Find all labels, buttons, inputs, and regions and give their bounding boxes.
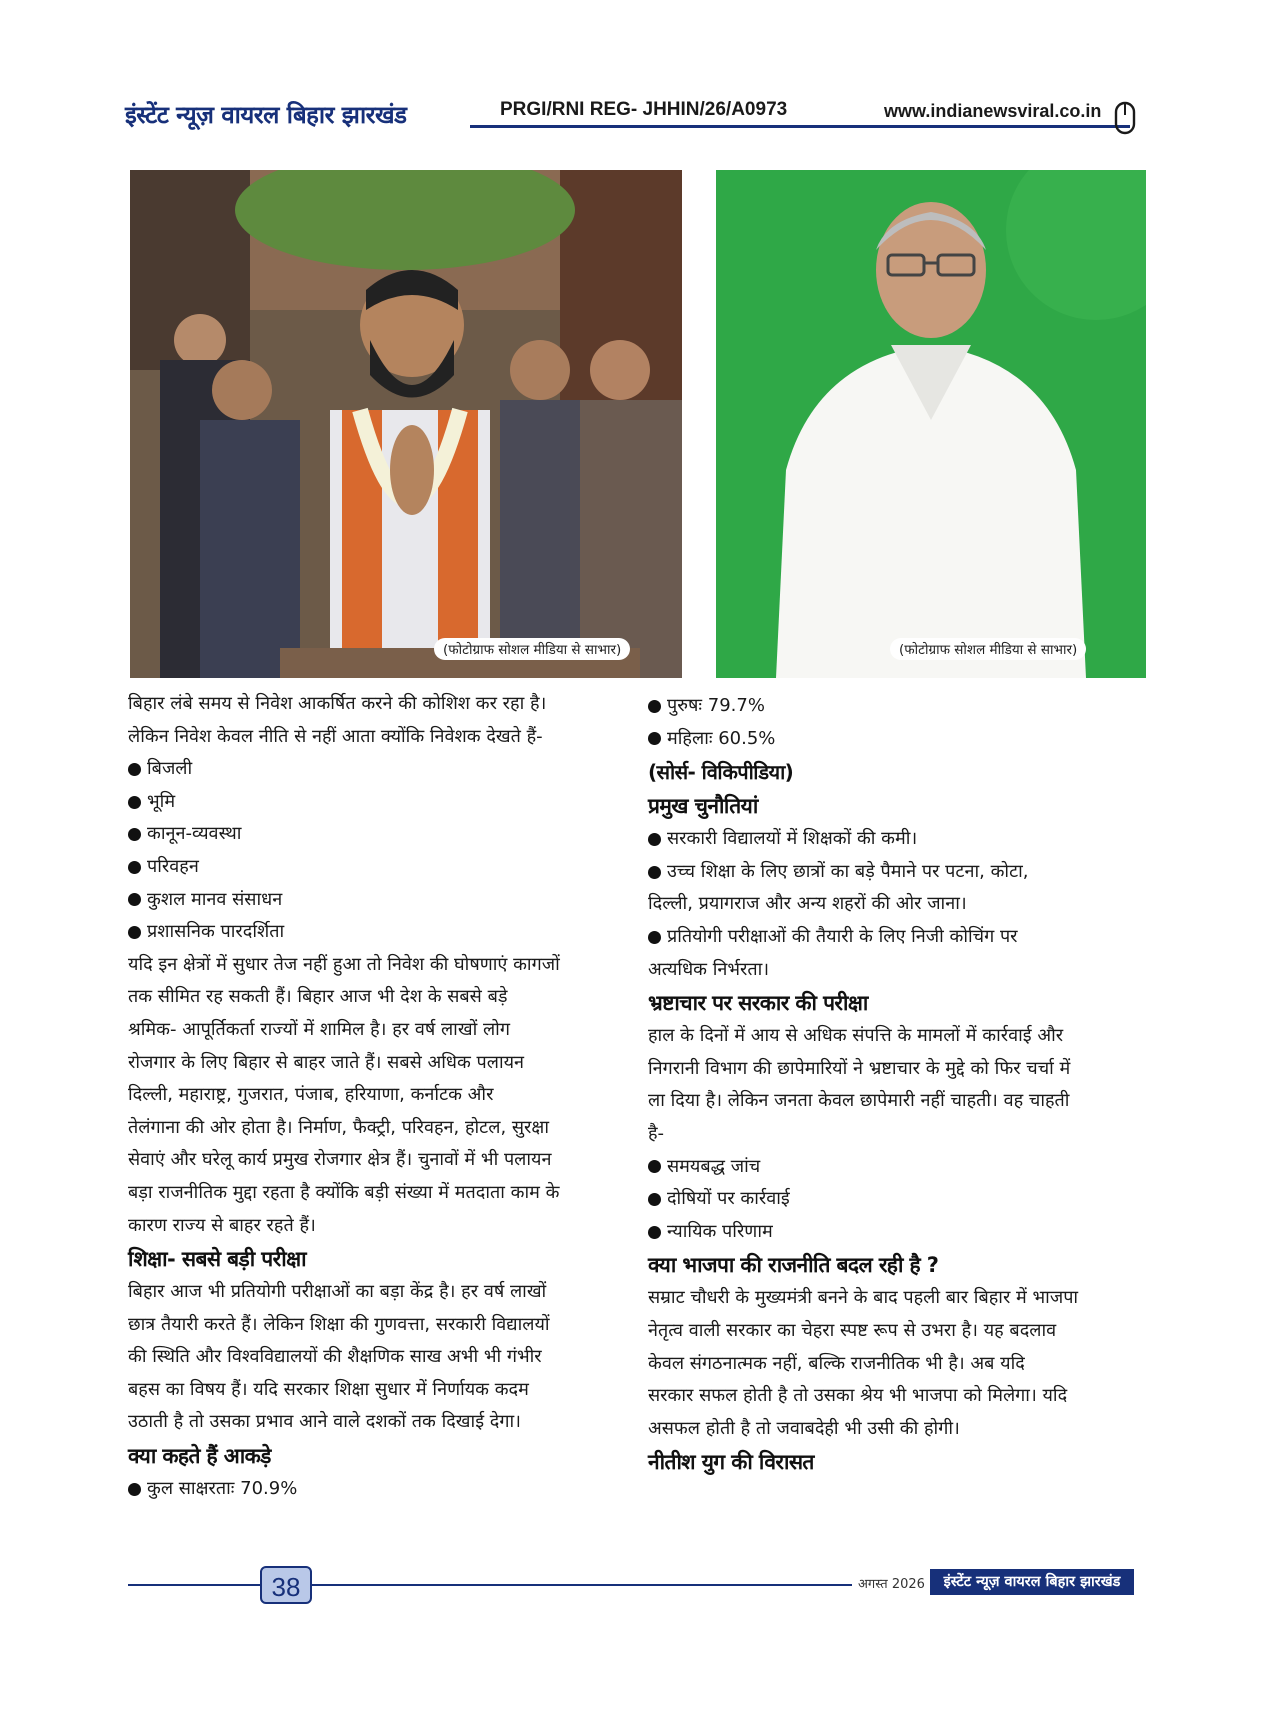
section-heading: प्रमुख चुनौतियां: [648, 794, 758, 819]
body-line: की स्थिति और विश्वविद्यालयों की शैक्षणिक साख अभी भी गंभीर: [128, 1346, 542, 1368]
page-number: 38: [260, 1566, 312, 1604]
registration-number: PRGI/RNI REG- JHHIN/26/A0973: [500, 99, 788, 120]
body-line: सेवाएं और घरेलू कार्य प्रमुख रोजगार क्षेत्र हैं। चुनावों में भी पलायन: [128, 1149, 552, 1171]
section-heading: क्या कहते हैं आकड़े: [128, 1444, 271, 1469]
bullet-icon: [648, 1160, 661, 1173]
footer-masthead: इंस्टेंट न्यूज़ वायरल बिहार झारखंड: [930, 1569, 1134, 1595]
bullet-icon: [648, 1226, 661, 1239]
footer-rule: [128, 1584, 260, 1586]
list-item: बिजली: [128, 753, 612, 786]
body-line: दिल्ली, प्रयागराज और अन्य शहरों की ओर जाना।: [648, 893, 967, 915]
photo-leader-greeting: [130, 170, 682, 678]
list-item: उच्च शिक्षा के लिए छात्रों का बड़े पैमाने पर पटना, कोटा,: [648, 856, 1140, 889]
body-line: श्रमिक- आपूर्तिकर्ता राज्यों में शामिल है। हर वर्ष लाखों लोग: [128, 1018, 510, 1040]
body-line: असफल होती है तो जवाबदेही भी उसी की होगी।: [648, 1417, 960, 1439]
body-line: कारण राज्य से बाहर रहते हैं।: [128, 1214, 316, 1236]
section-heading: नीतीश युग की विरासत: [648, 1450, 814, 1475]
left-column: [128, 688, 612, 1506]
right-column: [648, 690, 1140, 1479]
body-line: केवल संगठनात्मक नहीं, बल्कि राजनीतिक भी है। अब यदि: [648, 1352, 1025, 1374]
body-line: उठाती है तो उसका प्रभाव आने वाले दशकों तक दिखाई देगा।: [128, 1411, 521, 1433]
body-line: बड़ा राजनीतिक मुद्दा रहता है क्योंकि बड़ी संख्या में मतदाता काम के: [128, 1181, 560, 1203]
list-item: समयबद्ध जांच: [648, 1151, 1140, 1184]
list-item: प्रशासनिक पारदर्शिता: [128, 916, 612, 949]
body-line: तेलंगाना की ओर होता है। निर्माण, फैक्ट्री, परिवहन, होटल, सुरक्षा: [128, 1116, 549, 1138]
list-item: भूमि: [128, 786, 612, 819]
body-line: यदि इन क्षेत्रों में सुधार तेज नहीं हुआ तो निवेश की घोषणाएं कागजों: [128, 953, 560, 975]
body-line: छात्र तैयारी करते हैं। लेकिन शिक्षा की गुणवत्ता, सरकारी विद्यालयों: [128, 1313, 550, 1335]
body-line: सरकार सफल होती है तो उसका श्रेय भी भाजपा को मिलेगा। यदि: [648, 1385, 1068, 1407]
bullet-icon: [648, 833, 661, 846]
footer-rule: [312, 1584, 852, 1586]
bullet-icon: [648, 931, 661, 944]
body-line: अत्यधिक निर्भरता।: [648, 958, 770, 980]
body-line: रोजगार के लिए बिहार से बाहर जाते हैं। सबसे अधिक पलायन: [128, 1051, 525, 1073]
list-item: महिलाः 60.5%: [648, 723, 1140, 756]
body-line: नेतृत्व वाली सरकार का चेहरा स्पष्ट रूप से उभरा है। यह बदलाव: [648, 1319, 1057, 1341]
list-item: न्यायिक परिणाम: [648, 1216, 1140, 1249]
source-note: (सोर्स- विकिपीडिया): [648, 760, 794, 785]
bullet-icon: [128, 861, 141, 874]
bullet-icon: [128, 763, 141, 776]
bullet-icon: [128, 893, 141, 906]
list-item: सरकारी विद्यालयों में शिक्षकों की कमी।: [648, 823, 1140, 856]
body-line: बहस का विषय हैं। यदि सरकार शिक्षा सुधार में निर्णायक कदम: [128, 1378, 529, 1400]
bullet-icon: [648, 866, 661, 879]
body-line: है-: [648, 1122, 665, 1144]
list-item: परिवहन: [128, 851, 612, 884]
issue-month: अगस्त 2026: [858, 1577, 925, 1592]
bullet-icon: [648, 1193, 661, 1206]
intro-line: लेकिन निवेश केवल नीति से नहीं आता क्योंकि निवेशक देखते हैं-: [128, 725, 543, 747]
bullet-icon: [128, 796, 141, 809]
list-item: पुरुषः 79.7%: [648, 690, 1140, 723]
body-line: बिहार आज भी प्रतियोगी परीक्षाओं का बड़ा केंद्र है। हर वर्ष लाखों: [128, 1281, 547, 1303]
list-item: कानून-व्यवस्था: [128, 818, 612, 851]
list-item: कुल साक्षरताः 70.9%: [128, 1473, 612, 1506]
bullet-icon: [648, 700, 661, 713]
website-link[interactable]: www.indianewsviral.co.in: [884, 101, 1102, 121]
bullet-icon: [128, 828, 141, 841]
masthead-title: इंस्टेंट न्यूज़ वायरल बिहार झारखंड: [125, 101, 407, 129]
body-line: ला दिया है। लेकिन जनता केवल छापेमारी नहीं चाहती। वह चाहती: [648, 1090, 1070, 1112]
intro-line: बिहार लंबे समय से निवेश आकर्षित करने की कोशिश कर रहा है।: [128, 693, 547, 714]
photo-caption: (फोटोग्राफ सोशल मीडिया से साभार): [434, 638, 630, 660]
bullet-icon: [128, 1483, 141, 1496]
bullet-icon: [648, 732, 661, 745]
photo-leader-portrait: [716, 170, 1146, 678]
body-line: निगरानी विभाग की छापेमारियों ने भ्रष्टाचार के मुद्दे को फिर चर्चा में: [648, 1057, 1071, 1079]
body-line: तक सीमित रह सकती हैं। बिहार आज भी देश के सबसे बड़े: [128, 986, 508, 1008]
body-line: हाल के दिनों में आय से अधिक संपत्ति के मामलों में कार्रवाई और: [648, 1025, 1064, 1047]
section-heading: शिक्षा- सबसे बड़ी परीक्षा: [128, 1247, 306, 1272]
body-line: दिल्ली, महाराष्ट्र, गुजरात, पंजाब, हरियाणा, कर्नाटक और: [128, 1084, 494, 1106]
list-item: प्रतियोगी परीक्षाओं की तैयारी के लिए निजी कोचिंग पर: [648, 921, 1140, 954]
bullet-icon: [128, 926, 141, 939]
section-heading: क्या भाजपा की राजनीति बदल रही है ?: [648, 1253, 939, 1278]
mouse-icon: [1114, 101, 1136, 135]
photo-caption: (फोटोग्राफ सोशल मीडिया से साभार): [890, 638, 1086, 660]
list-item: कुशल मानव संसाधन: [128, 884, 612, 917]
section-heading: भ्रष्टाचार पर सरकार की परीक्षा: [648, 991, 868, 1016]
body-line: सम्राट चौधरी के मुख्यमंत्री बनने के बाद पहली बार बिहार में भाजपा: [648, 1287, 1079, 1309]
list-item: दोषियों पर कार्रवाई: [648, 1183, 1140, 1216]
masthead-rule: [470, 125, 1130, 128]
